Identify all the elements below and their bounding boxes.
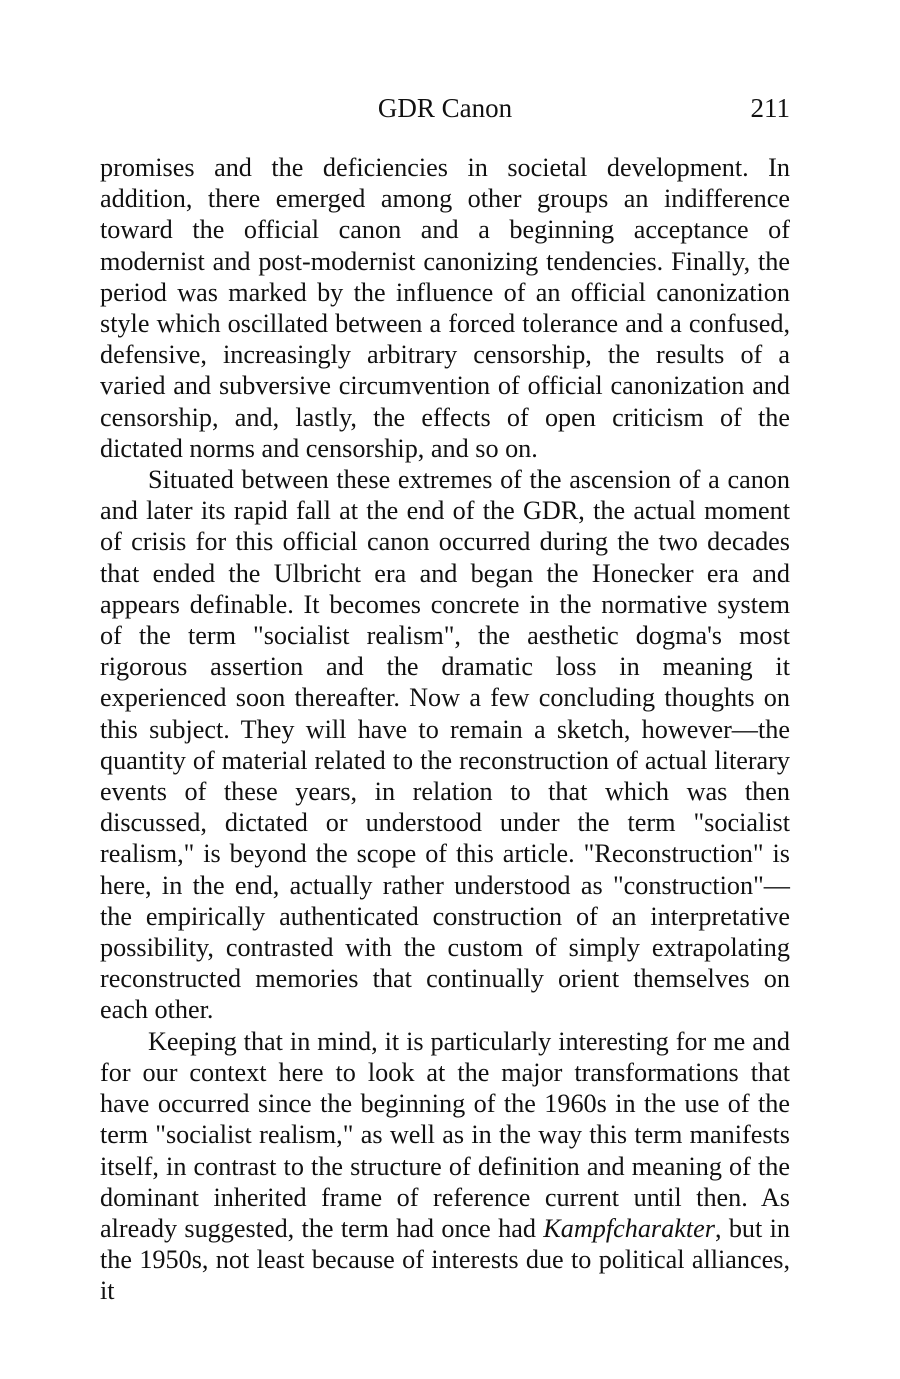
- running-head: [100, 88, 790, 128]
- paragraph-continued: promises and the deficiencies in societal development. In addition, there emerged among other groups an indifference toward the official canon and a beginning acceptance of modernist and post-modernist canonizing tendencies. Finally, the period was marked by the influence of an official canonization style which oscillated between a forced tolerance and a confused, defensive, increasingly arbitrary censorship, the results of a varied and subversive circumvention of official canonization and censorship, and, lastly, the effects of open criticism of the dictated norms and censorship, and so on.: [100, 153, 790, 463]
- page-number: 211: [750, 93, 790, 123]
- italic-term: Kampfcharakter: [543, 1213, 715, 1243]
- paragraph-text-end: , but in the 1950s, not least because of interests due to political alliances, it: [100, 1213, 790, 1306]
- paragraph-text-start: Keeping that in mind, it is particularly interesting for me and for our context here to look at the major transformations that have occurred since the beginning of the 1960s in the use of the term "socialist realism," as well as in the way this term manifests itself, in contrast to the structure of definition and meaning of the dominant inherited frame of reference current until then. As already suggested, the term had once had: [100, 1026, 790, 1243]
- paragraph-transformations: [100, 1026, 790, 1307]
- body-text: [100, 152, 790, 1307]
- paragraph-crisis: Situated between these extremes of the ascension of a canon and later its rapid fall at the end of the GDR, the actual moment of crisis for this official canon occurred during the two decades that ended the Ulbricht era and began the Honecker era and appears definable. It becomes concrete in the normative system of the term "socialist realism", the aesthetic dogma's most rigorous assertion and the dramatic loss in meaning it experienced soon thereafter. Now a few concluding thoughts on this subject. They will have to remain a sketch, however—the quantity of material related to the reconstruction of actual literary events of these years, in relation to that which was then discussed, dictated or understood under the term "socialist realism," is beyond the scope of this article. "Reconstruction" is here, in the end, actually rather understood as "construction"—the empirically authenticated construction of an interpretative possibility, contrasted with the custom of simply extrapolating reconstructed memories that continually orient themselves on each other.: [100, 465, 790, 1025]
- running-title: GDR Canon: [377, 93, 513, 123]
